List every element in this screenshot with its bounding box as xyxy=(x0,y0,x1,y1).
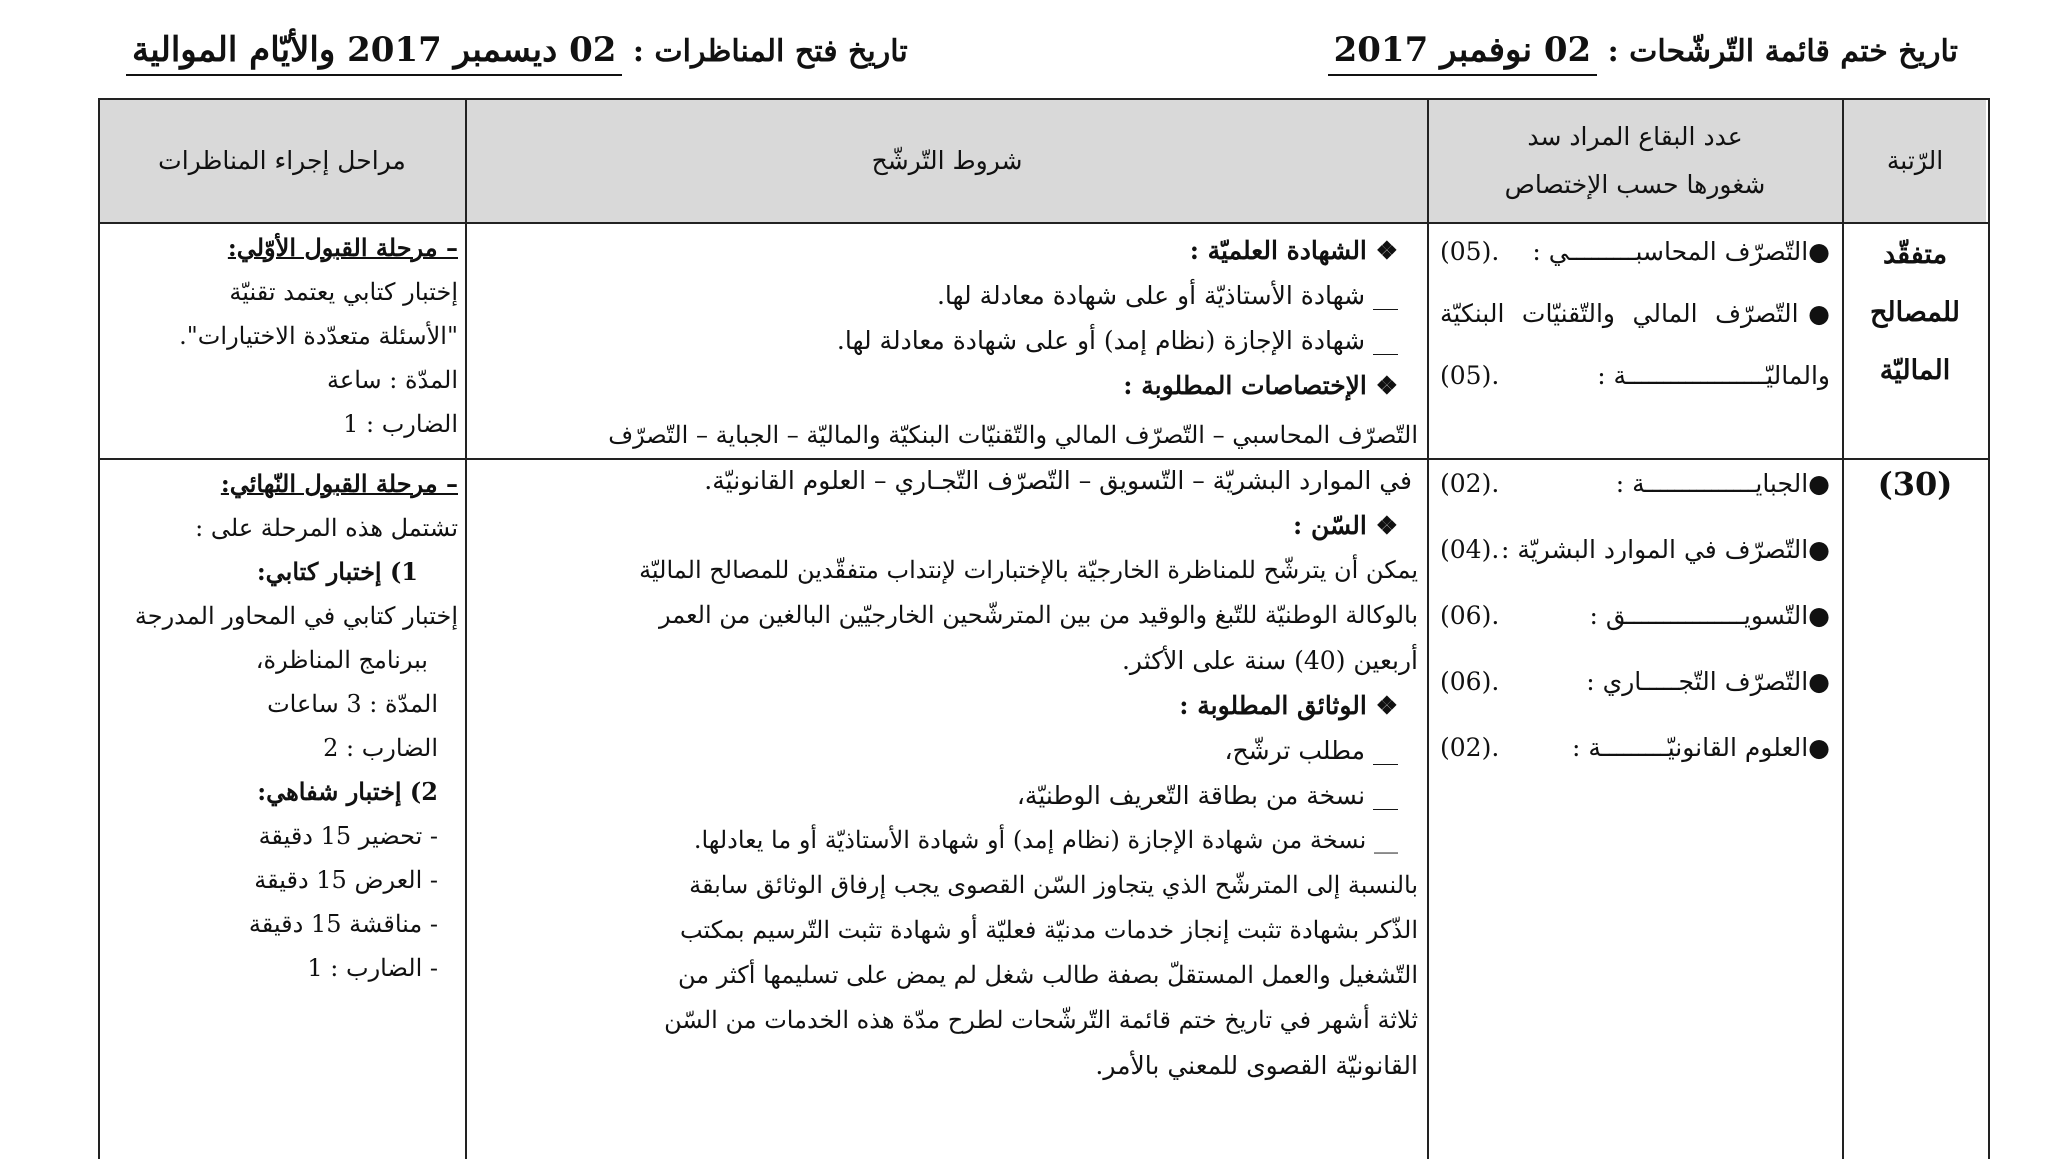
post-item: ●التّصرّف في الموارد البشريّة : (04). xyxy=(1440,535,1830,564)
post-item: ●التّسويــــــــــــــــق : (06). xyxy=(1440,601,1830,630)
column-divider-1 xyxy=(465,98,467,1159)
deadline-header xyxy=(1328,30,1958,80)
post-item: والماليّـــــــــــــــــــة : (05). xyxy=(1440,361,1830,390)
posts-list xyxy=(1440,230,1830,416)
section-heading: ❖ الشهادة العلميّة : xyxy=(1189,236,1398,265)
post-item: ●الجبايـــــــــــــــة : (02). xyxy=(1440,469,1830,498)
deadline-label: تاريخ ختم قائمة التّرشّحات : xyxy=(1607,34,1958,69)
conditions-text: ❖ الشهادة العلميّة : __ شهادة الأستاذيّة أو على شهادة معادلة لها. __ شهادة الإجازة (نظام إمد) أو على شهادة معادلة لها. ❖ الإختصاصات المطلوبة : التّصرّف المحاسبي – التّصرّف المالي والتّقنيّات البنكيّة والماليّة – الجباية – التّصرّف في الموارد البشريّة – التّسويق – التّصرّف التّجـاري – العلوم القانونيّة. ❖ السّن : يمكن أن يترشّح للمناظرة الخارجيّة بالإختبارات لإنتداب متفقّدين للمصالح الماليّة بالوكالة الوطنيّة للتّبغ والوقيد من بين المترشّحين الخارجيّين البالغين من العمر أربعين (40) سنة على الأكثر. ❖ الوثائق المطلوبة : __ مطلب ترشّح، __ نسخة من بطاقة التّعريف الوطنيّة، __ نسخة من شهادة الإجازة (نظام إمد) أو شهادة الأستاذيّة أو ما يعادلها. بالنسبة إلى المترشّح الذي يتجاوز السّن القصوى يجب إرفاق الوثائق سابقة الذّكر بشهادة تثبت إنجاز خدمات مدنيّة فعليّة أو شهادة تثبت التّرسيم بمكتب التّشغيل والعمل المستقلّ بصفة طالب شغل لم يمض على تسليمها أكثر من ثلاثة أشهر في تاريخ ختم قائمة التّرشّحات لطرح مدّة هذه الخدمات من السّن القانونيّة القصوى للمعني بالأمر. xyxy=(474,228,1418,1088)
stages-final: – مرحلة القبول النّهائي: تشتمل هذه المرحلة على : 1) إختبار كتابي: إختبار كتابي في المحاور المدرجة ببرنامج المناظرة، المدّة : 3 ساعات الضارب : 2 2) إختبار شفاهي: - تحضير 15 دقيقة - العرض 15 دقيقة - مناقشة 15 دقيقة - الضارب : 1 xyxy=(106,462,458,990)
deadline-date: 02 نوفمبر 2017 xyxy=(1328,30,1598,76)
posts-list-2 xyxy=(1440,462,1830,792)
post-item: ●التّصرّف المالي والتّقنيّات البنكيّة xyxy=(1440,299,1830,328)
post-item: ●العلوم القانونيّـــــــــة : (02). xyxy=(1440,733,1830,762)
section-heading: ❖ السّن : xyxy=(1293,511,1398,540)
opening-date: 02 ديسمبر 2017 والأيّام الموالية xyxy=(126,30,622,76)
stage-heading: – مرحلة القبول النّهائي: xyxy=(220,469,458,498)
section-heading: ❖ الوثائق المطلوبة : xyxy=(1179,691,1398,720)
post-item: ●التّصرّف المحاسبـــــــــي : (05). xyxy=(1440,237,1830,266)
section-heading: ❖ الإختصاصات المطلوبة : xyxy=(1123,371,1398,400)
opening-header xyxy=(126,30,908,80)
header-conditions: شروط التّرشّح xyxy=(871,146,1023,175)
grade-title: متفقّد للمصالح الماليّة xyxy=(1869,239,1961,386)
header-stages: مراحل إجراء المناظرات xyxy=(158,146,406,175)
header-bottom-border xyxy=(98,222,1990,224)
opening-label: تاريخ فتح المناظرات : xyxy=(632,34,908,69)
stage-heading: – مرحلة القبول الأوّلي: xyxy=(227,233,458,262)
stages-prelim: – مرحلة القبول الأوّلي: إختبار كتابي يعتمد تقنيّة "الأسئلة متعدّدة الاختيارات". المدّة : ساعة الضارب : 1 xyxy=(106,226,458,446)
header-posts: عدد البقاع المراد سد شغورها حسب الإختصاص xyxy=(1504,122,1766,199)
column-divider-2 xyxy=(1427,98,1429,1159)
column-divider-3 xyxy=(1842,98,1844,1159)
header-grade: الرّتبة xyxy=(1886,146,1944,175)
grade-total: (30) xyxy=(1877,465,1953,503)
post-item: ●التّصرّف التّجـــــاري : (06). xyxy=(1440,667,1830,696)
